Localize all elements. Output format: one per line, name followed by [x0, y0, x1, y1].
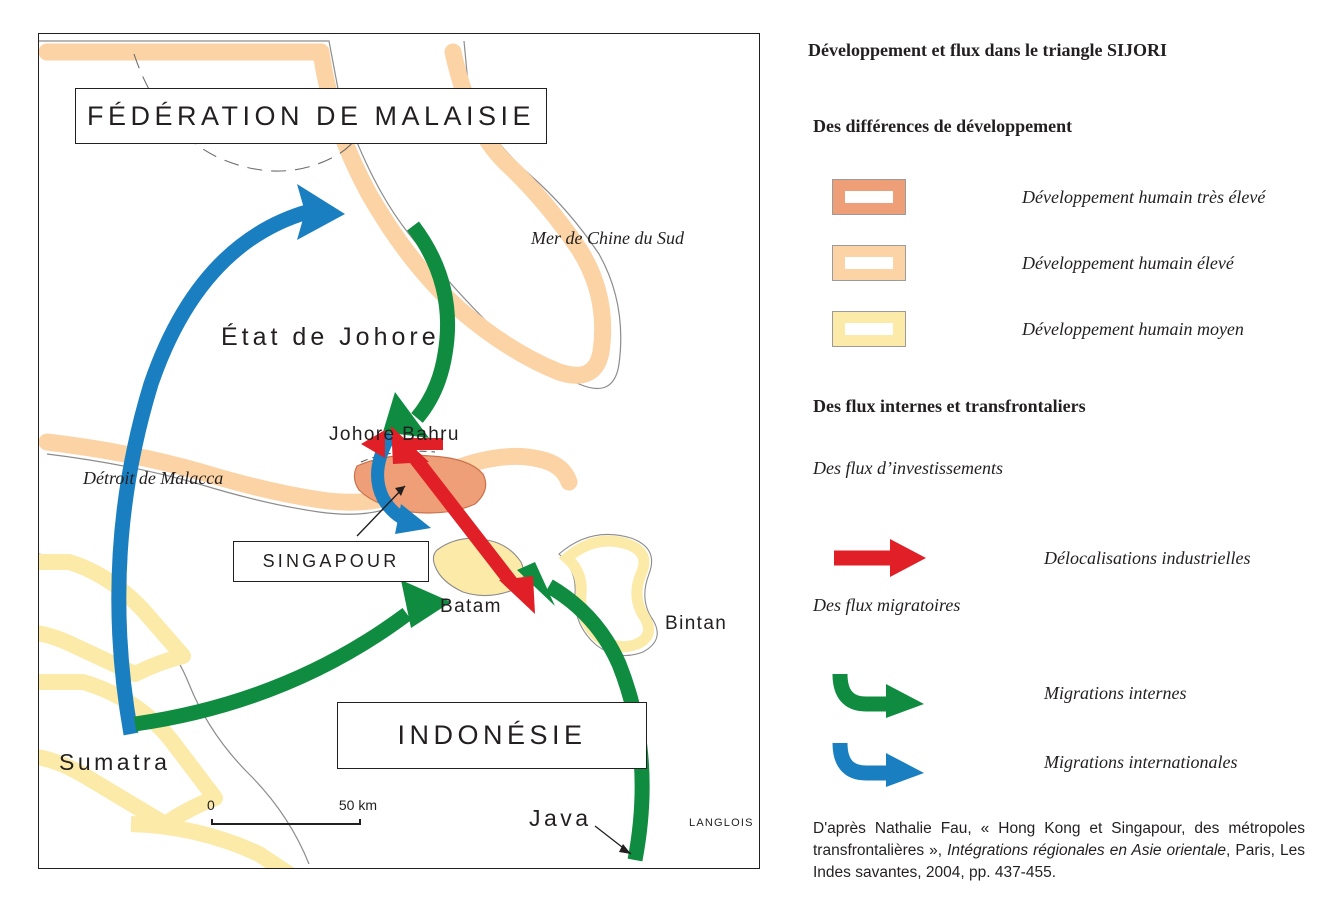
- source-part-1: D'après Nathalie Fau, « Hong Kong et Singapour, des métropoles transfrontalières »,: [813, 820, 1305, 859]
- scale-bar-line: [211, 819, 361, 825]
- legend-source-note: [813, 818, 1305, 884]
- label-java: Java: [529, 805, 592, 831]
- label-batam: Batam: [440, 596, 502, 617]
- legend-arrow-international-migration-icon: [832, 737, 928, 787]
- source-part-3: , Paris, Les Indes savantes, 2004, pp. 437-455.: [813, 842, 1305, 881]
- label-singapour: SINGAPOUR: [233, 541, 429, 582]
- legend-section-development: Des différences de développement: [813, 116, 1073, 136]
- legend-item-dev-high: [832, 241, 1234, 285]
- label-etat-de-johore: État de Johore: [221, 323, 440, 351]
- map-panel: [38, 33, 760, 869]
- label-mer-de-chine-du-sud: Mer de Chine du Sud: [531, 228, 684, 248]
- swatch-dev-very-high: [832, 179, 906, 215]
- legend-label-international-migration: Migrations internationales: [1044, 751, 1238, 772]
- swatch-dev-high: [832, 245, 906, 281]
- sumatra-dev-band: [39, 562, 183, 674]
- source-part-italic: Intégrations régionales en Asie orientale: [947, 842, 1227, 859]
- legend-arrow-relocation-icon: [832, 535, 928, 581]
- legend-item-dev-very-high: [832, 175, 1265, 219]
- swatch-dev-medium: [832, 311, 906, 347]
- legend-arrow-internal-migration-icon: [832, 668, 928, 718]
- label-federation-malaisie: FÉDÉRATION DE MALAISIE: [75, 88, 547, 144]
- legend-item-international-migration: [832, 734, 1238, 790]
- label-johore-bahru: Johore Bahru: [329, 424, 460, 445]
- arrow-relocation-head-south: [499, 576, 535, 614]
- label-detroit-de-malacca: Détroit de Malacca: [83, 468, 224, 488]
- legend-item-relocation: [832, 530, 1251, 586]
- legend-section-flows: Des flux internes et transfrontaliers: [813, 396, 1086, 416]
- legend-subsection-migration: Des flux migratoires: [813, 595, 961, 615]
- legend-panel: [808, 33, 1308, 881]
- legend-label-dev-very-high: Développement humain très élevé: [1022, 186, 1266, 207]
- scale-tick-end: 50 km: [338, 797, 377, 813]
- legend-item-internal-migration: [832, 665, 1187, 721]
- legend-title: Développement et flux dans le triangle SIJORI: [808, 40, 1167, 60]
- legend-label-internal-migration: Migrations internes: [1044, 682, 1187, 703]
- legend-label-dev-medium: Développement humain moyen: [1022, 318, 1244, 339]
- legend-label-dev-high: Développement humain élevé: [1022, 252, 1234, 273]
- label-author-credit: LANGLOIS: [689, 817, 754, 829]
- legend-subsection-investment: Des flux d’investissements: [813, 458, 1003, 478]
- legend-item-dev-medium: [832, 307, 1244, 351]
- label-indonesie: INDONÉSIE: [337, 702, 647, 769]
- legend-label-relocation: Délocalisations industrielles: [1044, 547, 1251, 568]
- label-sumatra: Sumatra: [59, 749, 171, 775]
- label-bintan: Bintan: [665, 613, 728, 634]
- scale-bar: [207, 797, 377, 837]
- scale-tick-start: 0: [207, 797, 215, 813]
